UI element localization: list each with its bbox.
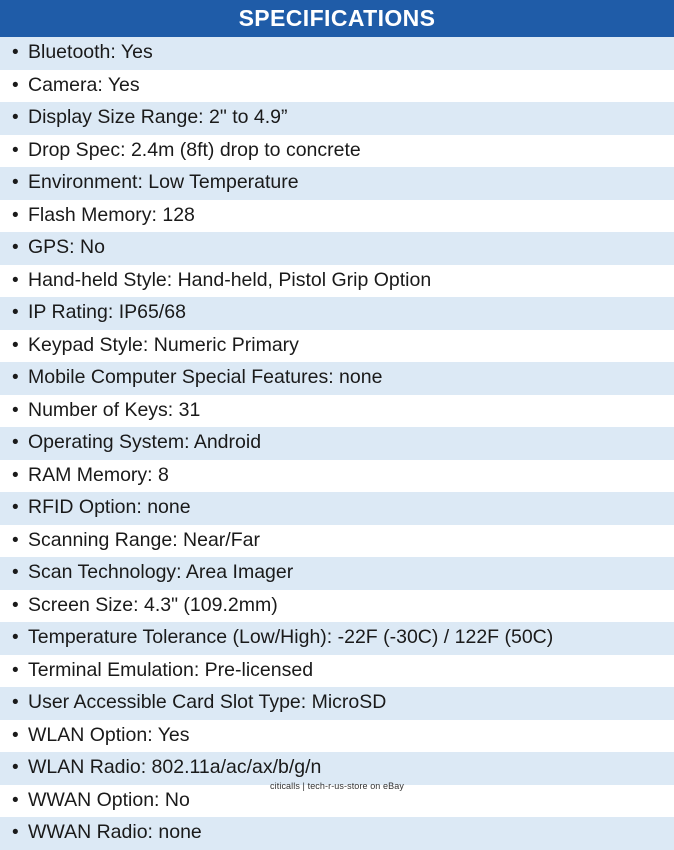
spec-row-text: Temperature Tolerance (Low/High): -22F (-30C) / 122F (50C) bbox=[28, 626, 554, 649]
spec-row-text: Screen Size: 4.3" (109.2mm) bbox=[28, 593, 278, 616]
spec-row-text: Scan Technology: Area Imager bbox=[28, 561, 294, 584]
spec-row bbox=[0, 330, 674, 363]
spec-row bbox=[0, 37, 674, 70]
bullet-icon: • bbox=[12, 562, 19, 584]
spec-row-text: Drop Spec: 2.4m (8ft) drop to concrete bbox=[28, 138, 361, 161]
bullet-icon: • bbox=[12, 139, 19, 161]
spec-row-text: Number of Keys: 31 bbox=[28, 398, 201, 421]
spec-row-text: WLAN Radio: 802.11a/ac/ax/b/g/n bbox=[28, 756, 322, 779]
spec-row bbox=[0, 167, 674, 200]
bullet-icon: • bbox=[12, 42, 19, 64]
bullet-icon: • bbox=[12, 237, 19, 259]
spec-row bbox=[0, 557, 674, 590]
bullet-icon: • bbox=[12, 627, 19, 649]
spec-row bbox=[0, 265, 674, 298]
spec-row-text: Camera: Yes bbox=[28, 73, 140, 96]
spec-row bbox=[0, 135, 674, 168]
bullet-icon: • bbox=[12, 757, 19, 779]
spec-row bbox=[0, 492, 674, 525]
spec-row-text: Terminal Emulation: Pre-licensed bbox=[28, 658, 314, 681]
spec-row bbox=[0, 362, 674, 395]
spec-row-text: RFID Option: none bbox=[28, 496, 191, 519]
bullet-icon: • bbox=[12, 74, 19, 96]
spec-row-text: WWAN Option: No bbox=[28, 788, 190, 811]
spec-row bbox=[0, 200, 674, 233]
bullet-icon: • bbox=[12, 464, 19, 486]
spec-row bbox=[0, 622, 674, 655]
spec-row bbox=[0, 720, 674, 753]
spec-row-text: WLAN Option: Yes bbox=[28, 723, 190, 746]
spec-row bbox=[0, 460, 674, 493]
bullet-icon: • bbox=[12, 594, 19, 616]
spec-row bbox=[0, 525, 674, 558]
bullet-icon: • bbox=[12, 367, 19, 389]
bullet-icon: • bbox=[12, 204, 19, 226]
spec-row-text: Environment: Low Temperature bbox=[28, 171, 299, 194]
bullet-icon: • bbox=[12, 659, 19, 681]
bullet-icon: • bbox=[12, 529, 19, 551]
spec-row-text: WWAN Radio: none bbox=[28, 821, 202, 844]
bullet-icon: • bbox=[12, 334, 19, 356]
spec-row bbox=[0, 687, 674, 720]
bullet-icon: • bbox=[12, 107, 19, 129]
spec-row bbox=[0, 70, 674, 103]
bullet-icon: • bbox=[12, 269, 19, 291]
spec-row bbox=[0, 655, 674, 688]
spec-row bbox=[0, 817, 674, 850]
spec-row-text: GPS: No bbox=[28, 236, 105, 259]
spec-row bbox=[0, 427, 674, 460]
bullet-icon: • bbox=[12, 302, 19, 324]
spec-row-text: IP Rating: IP65/68 bbox=[28, 301, 186, 324]
spec-row-text: Mobile Computer Special Features: none bbox=[28, 366, 383, 389]
spec-row-text: User Accessible Card Slot Type: MicroSD bbox=[28, 691, 387, 714]
spec-row-text: Keypad Style: Numeric Primary bbox=[28, 333, 299, 356]
spec-row-text: Display Size Range: 2" to 4.9” bbox=[28, 106, 288, 129]
spec-row-text: Flash Memory: 128 bbox=[28, 203, 195, 226]
footer-attribution: citicalls | tech-r-us-store on eBay bbox=[270, 781, 404, 791]
bullet-icon: • bbox=[12, 789, 19, 811]
spec-row-text: Bluetooth: Yes bbox=[28, 41, 153, 64]
bullet-icon: • bbox=[12, 692, 19, 714]
bullet-icon: • bbox=[12, 432, 19, 454]
bullet-icon: • bbox=[12, 497, 19, 519]
spec-row bbox=[0, 102, 674, 135]
spec-row bbox=[0, 395, 674, 428]
spec-row-text: Hand-held Style: Hand-held, Pistol Grip Option bbox=[28, 268, 432, 291]
spec-row-text: Scanning Range: Near/Far bbox=[28, 528, 260, 551]
bullet-icon: • bbox=[12, 724, 19, 746]
spec-row-text: RAM Memory: 8 bbox=[28, 463, 169, 486]
spec-row bbox=[0, 752, 674, 785]
spec-row bbox=[0, 297, 674, 330]
spec-row bbox=[0, 232, 674, 265]
bullet-icon: • bbox=[12, 399, 19, 421]
bullet-icon: • bbox=[12, 172, 19, 194]
specifications-title: SPECIFICATIONS bbox=[0, 0, 674, 37]
spec-row-text: Operating System: Android bbox=[28, 431, 262, 454]
bullet-icon: • bbox=[12, 822, 19, 844]
spec-row bbox=[0, 590, 674, 623]
specifications-list bbox=[0, 37, 674, 850]
